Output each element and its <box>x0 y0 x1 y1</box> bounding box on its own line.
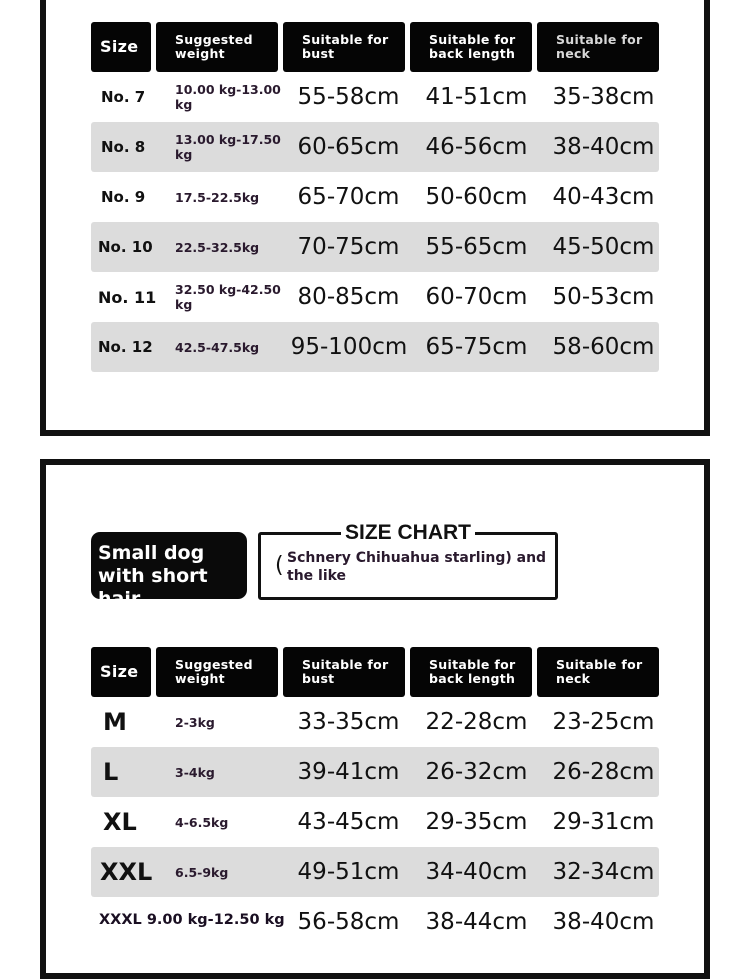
badge-line-1: Small dog <box>98 542 205 564</box>
size-label: No. 9 <box>101 188 146 206</box>
bust-value: 80-85cm <box>297 284 400 310</box>
header-back-length: Suitable for back length <box>410 22 532 72</box>
badge-line-2: with short hair <box>98 565 208 610</box>
table-row <box>91 222 659 272</box>
back-length-value: 55-65cm <box>425 234 528 260</box>
header-neck: Suitable for neck <box>537 647 659 697</box>
size-label: No. 7 <box>101 88 146 106</box>
back-length-value: 34-40cm <box>425 859 528 885</box>
size-label: XL <box>103 808 137 836</box>
table-row <box>91 747 659 797</box>
back-length-value: 38-44cm <box>425 909 528 935</box>
bust-value: 43-45cm <box>297 809 400 835</box>
neck-value: 38-40cm <box>552 909 655 935</box>
bust-value: 60-65cm <box>297 134 400 160</box>
weight-value: 32.50 kg-42.50 kg <box>175 282 281 312</box>
table-row <box>91 797 659 847</box>
size-label: M <box>103 708 127 736</box>
weight-value: 4-6.5kg <box>175 814 229 830</box>
header-back-length: Suitable for back length <box>410 647 532 697</box>
size-chart-box <box>258 521 558 600</box>
back-length-value: 60-70cm <box>425 284 528 310</box>
breed-description: Schnery Chihuahua starling) and the like <box>287 550 547 584</box>
neck-value: 35-38cm <box>552 84 655 110</box>
bust-value: 49-51cm <box>297 859 400 885</box>
header-weight: Suggested weight <box>156 22 278 72</box>
bust-value: 65-70cm <box>297 184 400 210</box>
table-row <box>91 697 659 747</box>
neck-value: 23-25cm <box>552 709 655 735</box>
back-length-value: 50-60cm <box>425 184 528 210</box>
back-length-value: 65-75cm <box>425 334 528 360</box>
neck-value: 58-60cm <box>552 334 655 360</box>
back-length-value: 29-35cm <box>425 809 528 835</box>
weight-value: 42.5-47.5kg <box>175 339 260 355</box>
weight-value: 6.5-9kg <box>175 864 229 880</box>
weight-value: 3-4kg <box>175 764 215 780</box>
neck-value: 26-28cm <box>552 759 655 785</box>
neck-value: 32-34cm <box>552 859 655 885</box>
size-label: XXL <box>100 858 153 886</box>
neck-value: 38-40cm <box>552 134 655 160</box>
neck-value: 45-50cm <box>552 234 655 260</box>
header-size: Size <box>91 22 151 72</box>
bust-value: 33-35cm <box>297 709 400 735</box>
back-length-value: 22-28cm <box>425 709 528 735</box>
table-row <box>91 322 659 372</box>
weight-value: 17.5-22.5kg <box>175 189 260 205</box>
header-size: Size <box>91 647 151 697</box>
table-row <box>91 72 659 122</box>
neck-value: 50-53cm <box>552 284 655 310</box>
size-chart-title: SIZE CHART <box>341 521 475 545</box>
table-row <box>91 172 659 222</box>
neck-value: 40-43cm <box>552 184 655 210</box>
bust-value: 55-58cm <box>297 84 400 110</box>
size-label: No. 8 <box>101 138 146 156</box>
weight-value: 2-3kg <box>175 714 215 730</box>
bust-value: 95-100cm <box>290 334 408 360</box>
header-weight: Suggested weight <box>156 647 278 697</box>
bust-value: 70-75cm <box>297 234 400 260</box>
size-label: No. 11 <box>98 287 157 307</box>
size-label: No. 12 <box>98 338 153 356</box>
bust-value: 56-58cm <box>297 909 400 935</box>
weight-value: 22.5-32.5kg <box>175 239 260 255</box>
table-row <box>91 847 659 897</box>
back-length-value: 26-32cm <box>425 759 528 785</box>
back-length-value: 41-51cm <box>425 84 528 110</box>
table-row <box>91 272 659 322</box>
table-header <box>91 22 659 72</box>
table-row <box>91 122 659 172</box>
header-bust: Suitable for bust <box>283 22 405 72</box>
weight-value: 13.00 kg-17.50 kg <box>175 132 281 162</box>
small-dog-badge <box>91 532 247 610</box>
size-label-xxxl: XXXL 9.00 kg-12.50 kg <box>99 912 285 928</box>
back-length-value: 46-56cm <box>425 134 528 160</box>
header-neck: Suitable for neck <box>537 22 659 72</box>
size-label: No. 10 <box>98 238 153 256</box>
header-bust: Suitable for bust <box>283 647 405 697</box>
open-paren: ( <box>275 553 284 578</box>
neck-value: 29-31cm <box>552 809 655 835</box>
weight-value: 10.00 kg-13.00 kg <box>175 82 281 112</box>
size-label: L <box>103 758 119 786</box>
bust-value: 39-41cm <box>297 759 400 785</box>
table-header <box>91 647 659 697</box>
